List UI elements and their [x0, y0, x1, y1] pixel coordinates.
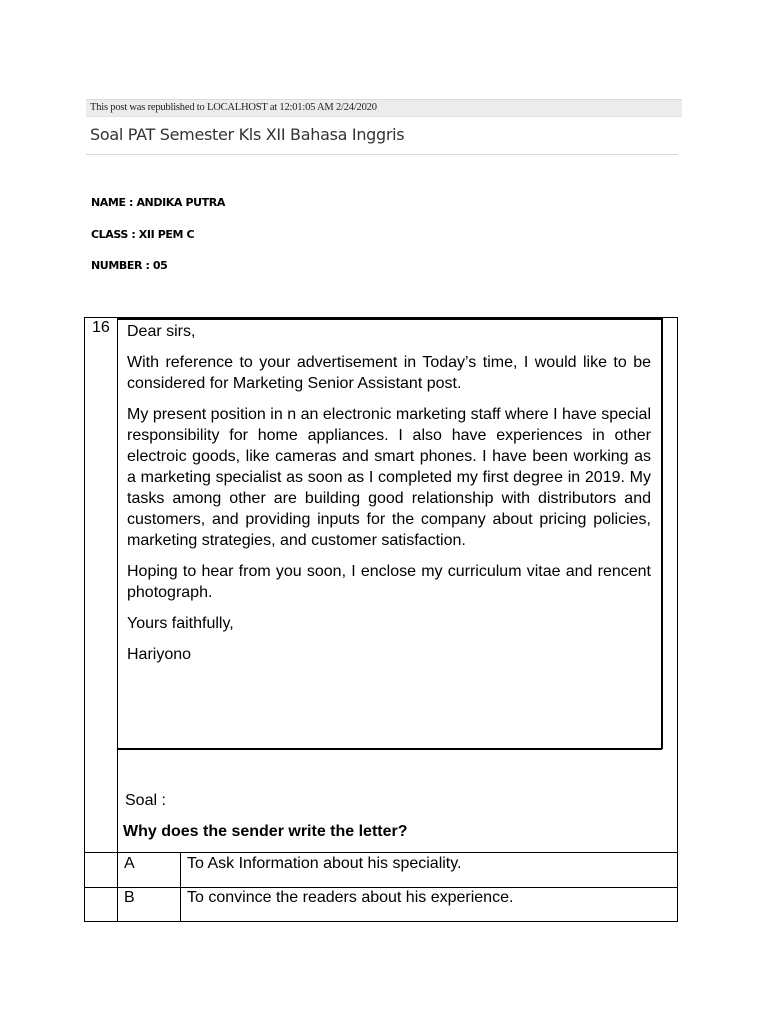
letter-paragraph-3: Hoping to hear from you soon, I enclose my curriculum vitae and rencent photograph.: [127, 563, 651, 601]
letter-body: [127, 321, 651, 675]
option-b-letter: B: [124, 889, 135, 906]
letter-closing: Yours faithfully,: [127, 615, 234, 632]
student-class: CLASS : XII PEM C: [91, 228, 195, 241]
letter-paragraph-1: With reference to your advertisement in Today’s time, I would like to be considered for Marketing Senior Assistant post.: [127, 354, 651, 392]
option-a-text: To Ask Information about his speciality.: [187, 855, 462, 872]
soal-label: Soal :: [125, 792, 166, 809]
republish-notice: This post was republished to LOCALHOST at 12:01:05 AM 2/24/2020: [86, 99, 682, 117]
letter-signature: Hariyono: [127, 646, 192, 663]
option-b-text: To convince the readers about his experience.: [187, 889, 514, 906]
student-name: NAME : ANDIKA PUTRA: [91, 196, 225, 209]
page-title: Soal PAT Semester Kls XII Bahasa Inggris: [90, 125, 405, 144]
letter-paragraph-2: My present position in n an electronic marketing staff where I have special responsibility for home appliances. I also have experiences in other electroic goods, like cameras and smart phones. I have been working as a marketing specialist as soon as I completed my first degree in 2019. My tasks among other are building good relationship with distributors and customers, and providing inputs for the company about pricing policies, marketing strategies, and customer satisfaction.: [127, 406, 651, 549]
student-number: NUMBER : 05: [91, 259, 168, 272]
option-a-letter: A: [124, 855, 135, 872]
question-prompt: Why does the sender write the letter?: [123, 823, 408, 840]
question-number: 16: [92, 319, 110, 336]
title-divider: [86, 154, 678, 155]
letter-salutation: Dear sirs,: [127, 323, 196, 340]
